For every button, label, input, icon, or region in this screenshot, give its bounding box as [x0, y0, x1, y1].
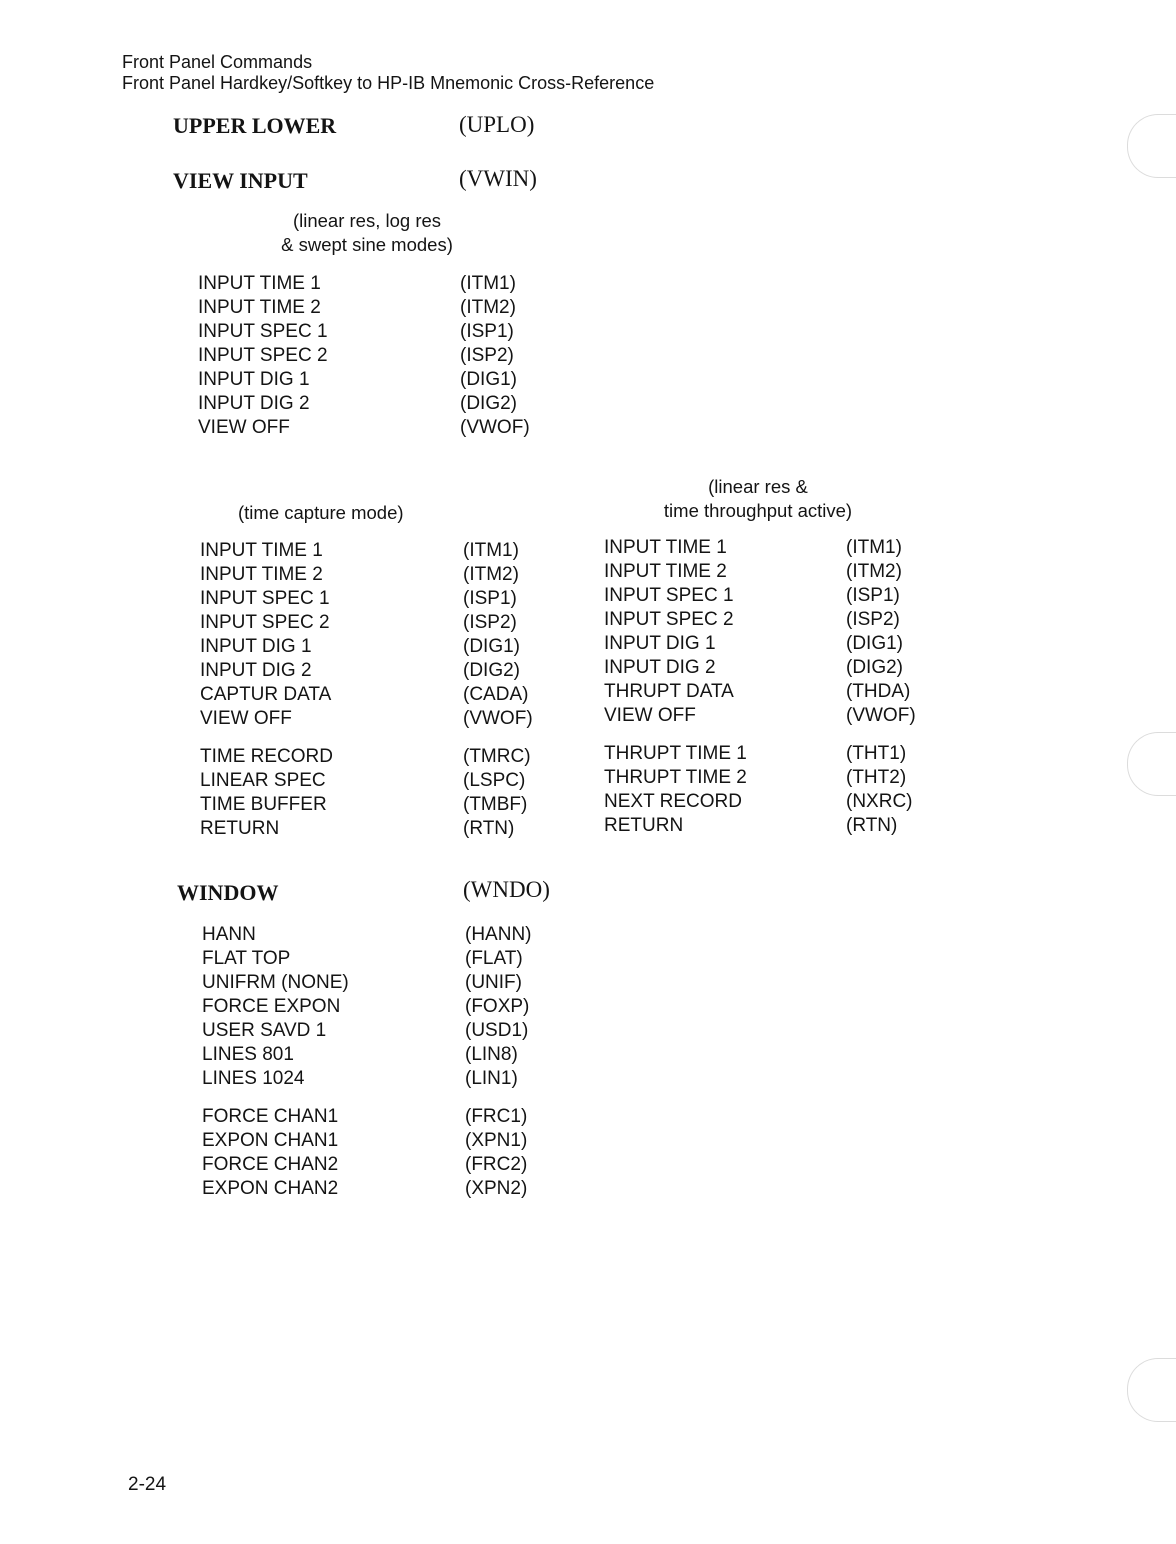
binder-hole — [1127, 732, 1176, 796]
mnemonic: (ITM1) — [846, 537, 902, 558]
softkey-label: THRUPT TIME 2 — [604, 767, 747, 788]
softkey-label: INPUT TIME 2 — [604, 561, 727, 582]
mnemonic: (CADA) — [463, 684, 529, 705]
note-line: & swept sine modes) — [281, 234, 453, 255]
softkey-label: FLAT TOP — [202, 948, 291, 969]
mnemonic: (USD1) — [465, 1020, 529, 1041]
softkey-label: INPUT SPEC 1 — [200, 588, 330, 609]
section-view-input-label: VIEW INPUT — [173, 168, 308, 193]
softkey-label: INPUT DIG 2 — [604, 657, 716, 678]
section-window-mnemonic: (WNDO) — [463, 877, 550, 902]
section-upper-lower-mnemonic: (UPLO) — [459, 112, 535, 137]
softkey-label: RETURN — [200, 818, 280, 839]
time-capture-mode-note: (time capture mode) — [238, 502, 404, 523]
note-line: time throughput active) — [663, 500, 853, 521]
mnemonic: (FLAT) — [465, 948, 523, 969]
mnemonic: (ISP1) — [463, 588, 517, 609]
mnemonic: (ISP1) — [460, 321, 514, 342]
mnemonic: (NXRC) — [846, 791, 913, 812]
mnemonic: (THT2) — [846, 767, 907, 788]
mnemonic: (DIG1) — [460, 369, 517, 390]
header-title: Front Panel Commands — [122, 52, 313, 72]
header-subtitle: Front Panel Hardkey/Softkey to HP-IB Mnemonic Cross-Reference — [122, 73, 655, 93]
mnemonic: (RTN) — [846, 815, 898, 836]
mnemonic: (DIG2) — [846, 657, 903, 678]
mnemonic: (VWOF) — [846, 705, 916, 726]
mnemonic: (RTN) — [463, 818, 515, 839]
mnemonic: (VWOF) — [460, 417, 530, 438]
page-number: 2-24 — [128, 1474, 167, 1495]
softkey-label: VIEW OFF — [198, 417, 290, 438]
mnemonic: (XPN1) — [465, 1130, 528, 1151]
softkey-label: INPUT SPEC 2 — [198, 345, 328, 366]
mnemonic: (ITM1) — [463, 540, 519, 561]
view-input-mode-note — [262, 209, 472, 257]
mnemonic: (DIG2) — [460, 393, 517, 414]
mnemonic: (TMRC) — [463, 746, 531, 767]
mnemonic: (FRC2) — [465, 1154, 528, 1175]
mnemonic: (TMBF) — [463, 794, 528, 815]
note-line: (linear res, log res — [292, 210, 442, 231]
softkey-label: LINEAR SPEC — [200, 770, 326, 791]
mnemonic: (ITM2) — [460, 297, 516, 318]
mnemonic: (LSPC) — [463, 770, 526, 791]
softkey-label: THRUPT DATA — [604, 681, 734, 702]
section-window-label: WINDOW — [177, 880, 279, 905]
softkey-label: RETURN — [604, 815, 684, 836]
softkey-label: FORCE EXPON — [202, 996, 341, 1017]
mnemonic: (DIG1) — [463, 636, 520, 657]
softkey-label: USER SAVD 1 — [202, 1020, 327, 1041]
softkey-label: THRUPT TIME 1 — [604, 743, 747, 764]
mnemonic: (FRC1) — [465, 1106, 528, 1127]
softkey-label: INPUT DIG 2 — [198, 393, 310, 414]
softkey-label: FORCE CHAN1 — [202, 1106, 339, 1127]
softkey-label: TIME BUFFER — [200, 794, 327, 815]
mnemonic: (THDA) — [846, 681, 911, 702]
mnemonic: (VWOF) — [463, 708, 533, 729]
softkey-label: INPUT TIME 1 — [200, 540, 323, 561]
softkey-label: NEXT RECORD — [604, 791, 742, 812]
mnemonic: (ITM1) — [460, 273, 516, 294]
section-view-input-mnemonic: (VWIN) — [459, 166, 537, 191]
softkey-label: LINES 801 — [202, 1044, 294, 1065]
softkey-label: HANN — [202, 924, 256, 945]
mnemonic: (ISP2) — [463, 612, 517, 633]
mnemonic: (ISP2) — [460, 345, 514, 366]
softkey-label: INPUT SPEC 1 — [604, 585, 734, 606]
section-upper-lower-label: UPPER LOWER — [173, 113, 337, 138]
softkey-label: INPUT DIG 2 — [200, 660, 312, 681]
softkey-label: LINES 1024 — [202, 1068, 305, 1089]
mnemonic: (THT1) — [846, 743, 907, 764]
mnemonic: (ISP1) — [846, 585, 900, 606]
softkey-label: FORCE CHAN2 — [202, 1154, 339, 1175]
softkey-label: EXPON CHAN2 — [202, 1178, 339, 1199]
softkey-label: INPUT TIME 2 — [198, 297, 321, 318]
softkey-label: INPUT SPEC 2 — [604, 609, 734, 630]
softkey-label: INPUT SPEC 1 — [198, 321, 328, 342]
mnemonic: (UNIF) — [465, 972, 522, 993]
softkey-label: INPUT TIME 2 — [200, 564, 323, 585]
mnemonic: (LIN8) — [465, 1044, 518, 1065]
softkey-label: INPUT SPEC 2 — [200, 612, 330, 633]
softkey-label: TIME RECORD — [200, 746, 333, 767]
mnemonic: (DIG1) — [846, 633, 903, 654]
mnemonic: (XPN2) — [465, 1178, 528, 1199]
softkey-label: INPUT DIG 1 — [198, 369, 310, 390]
softkey-label: INPUT TIME 1 — [604, 537, 727, 558]
softkey-label: CAPTUR DATA — [200, 684, 332, 705]
throughput-mode-note — [648, 475, 868, 523]
softkey-label: INPUT DIG 1 — [200, 636, 312, 657]
softkey-label: INPUT DIG 1 — [604, 633, 716, 654]
mnemonic: (LIN1) — [465, 1068, 518, 1089]
mnemonic: (ITM2) — [463, 564, 519, 585]
softkey-label: INPUT TIME 1 — [198, 273, 321, 294]
binder-hole — [1127, 114, 1176, 178]
binder-hole — [1127, 1358, 1176, 1422]
softkey-label: UNIFRM (NONE) — [202, 972, 349, 993]
softkey-label: EXPON CHAN1 — [202, 1130, 339, 1151]
softkey-label: VIEW OFF — [604, 705, 696, 726]
note-line: (linear res & — [708, 476, 808, 497]
mnemonic: (ISP2) — [846, 609, 900, 630]
mnemonic: (ITM2) — [846, 561, 902, 582]
mnemonic: (DIG2) — [463, 660, 520, 681]
softkey-label: VIEW OFF — [200, 708, 292, 729]
mnemonic: (HANN) — [465, 924, 532, 945]
mnemonic: (FOXP) — [465, 996, 530, 1017]
